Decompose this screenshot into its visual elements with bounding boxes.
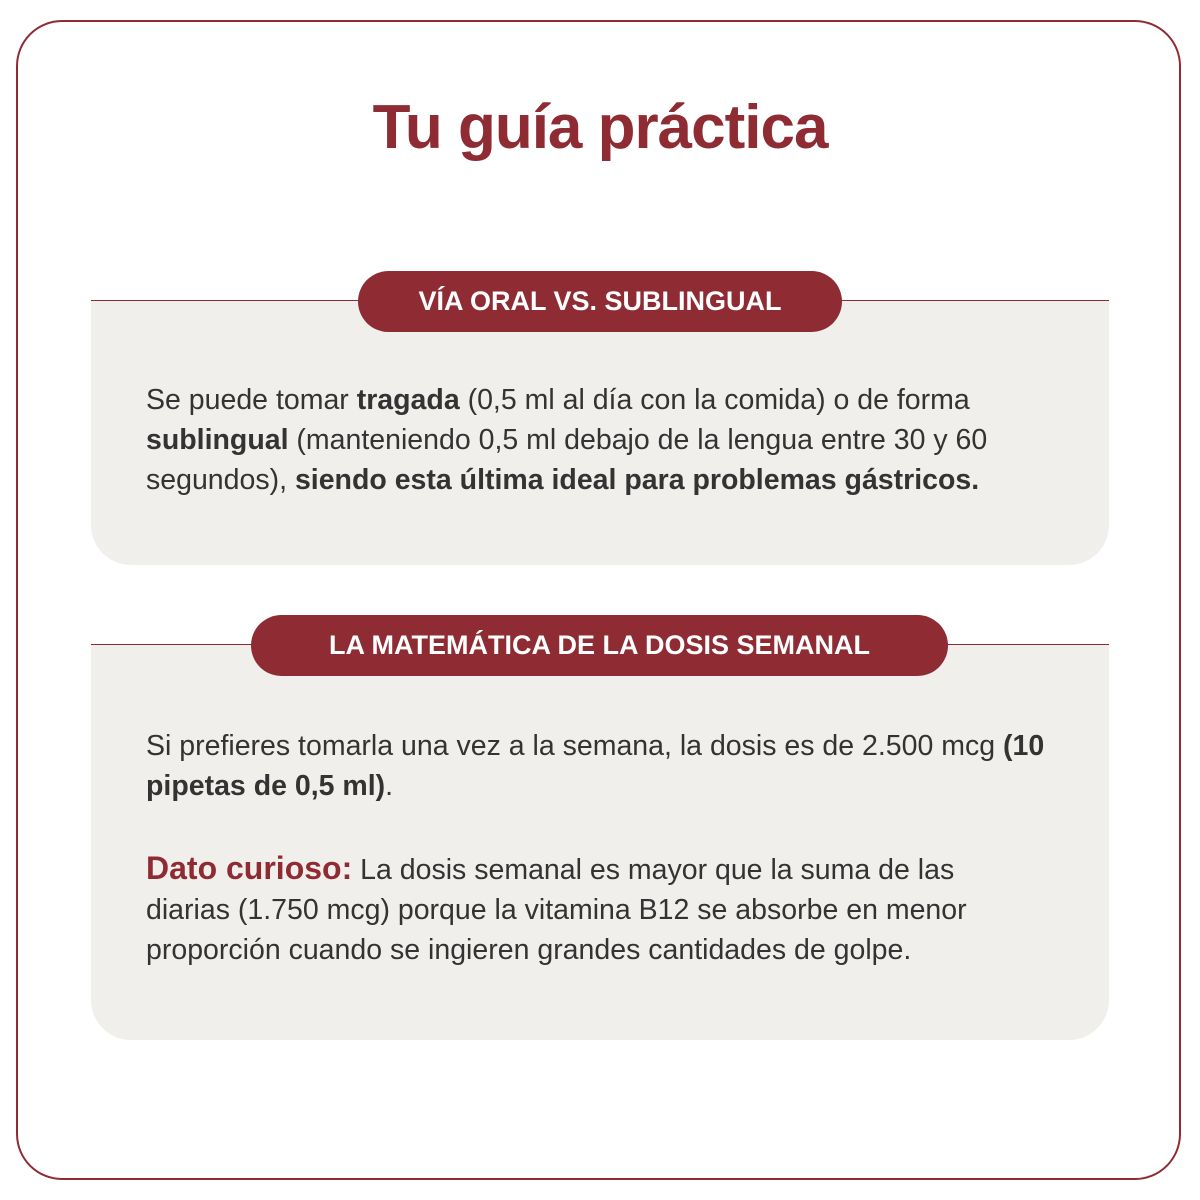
bold-conclusion: siendo esta última ideal para problemas gástricos.: [294, 464, 980, 496]
text-fragment: (0,5 ml al día con la comida) o de forma: [459, 384, 970, 416]
fun-fact-paragraph: [146, 848, 1046, 970]
oral-vs-sublingual-paragraph: [146, 380, 1046, 500]
bold-tragada: tragada: [356, 384, 460, 416]
fun-fact-lead: Dato curioso:: [146, 850, 353, 886]
section-heading-weekly-dose: [251, 615, 948, 676]
bold-pipettes: (10 pipetas de 0,5 ml): [146, 730, 1045, 802]
bold-sublingual: sublingual: [146, 424, 289, 456]
text-fragment: Se puede tomar: [146, 384, 357, 416]
text-fragment: La dosis semanal es mayor que la suma de las diarias (1.750 mcg) porque la vitamina B12 se absorbe en menor proporción cuando se ingieren grandes cantidades de golpe.: [146, 854, 967, 966]
text-fragment: Si prefieres tomarla una vez a la semana, la dosis es de 2.500 mcg: [146, 730, 1004, 762]
weekly-dose-paragraph: [146, 726, 1046, 806]
card-weekly-dose: [91, 645, 1109, 1040]
section-heading-label: VÍA ORAL VS. SUBLINGUAL: [418, 286, 782, 316]
text-fragment: .: [385, 770, 394, 802]
page-title: Tu guía práctica: [372, 93, 828, 162]
section-heading-oral-vs-sublingual: [358, 271, 842, 332]
text-fragment: (manteniendo 0,5 ml debajo de la lengua entre 30 y 60 segundos),: [146, 424, 988, 496]
section-heading-label: LA MATEMÁTICA DE LA DOSIS SEMANAL: [329, 630, 870, 660]
